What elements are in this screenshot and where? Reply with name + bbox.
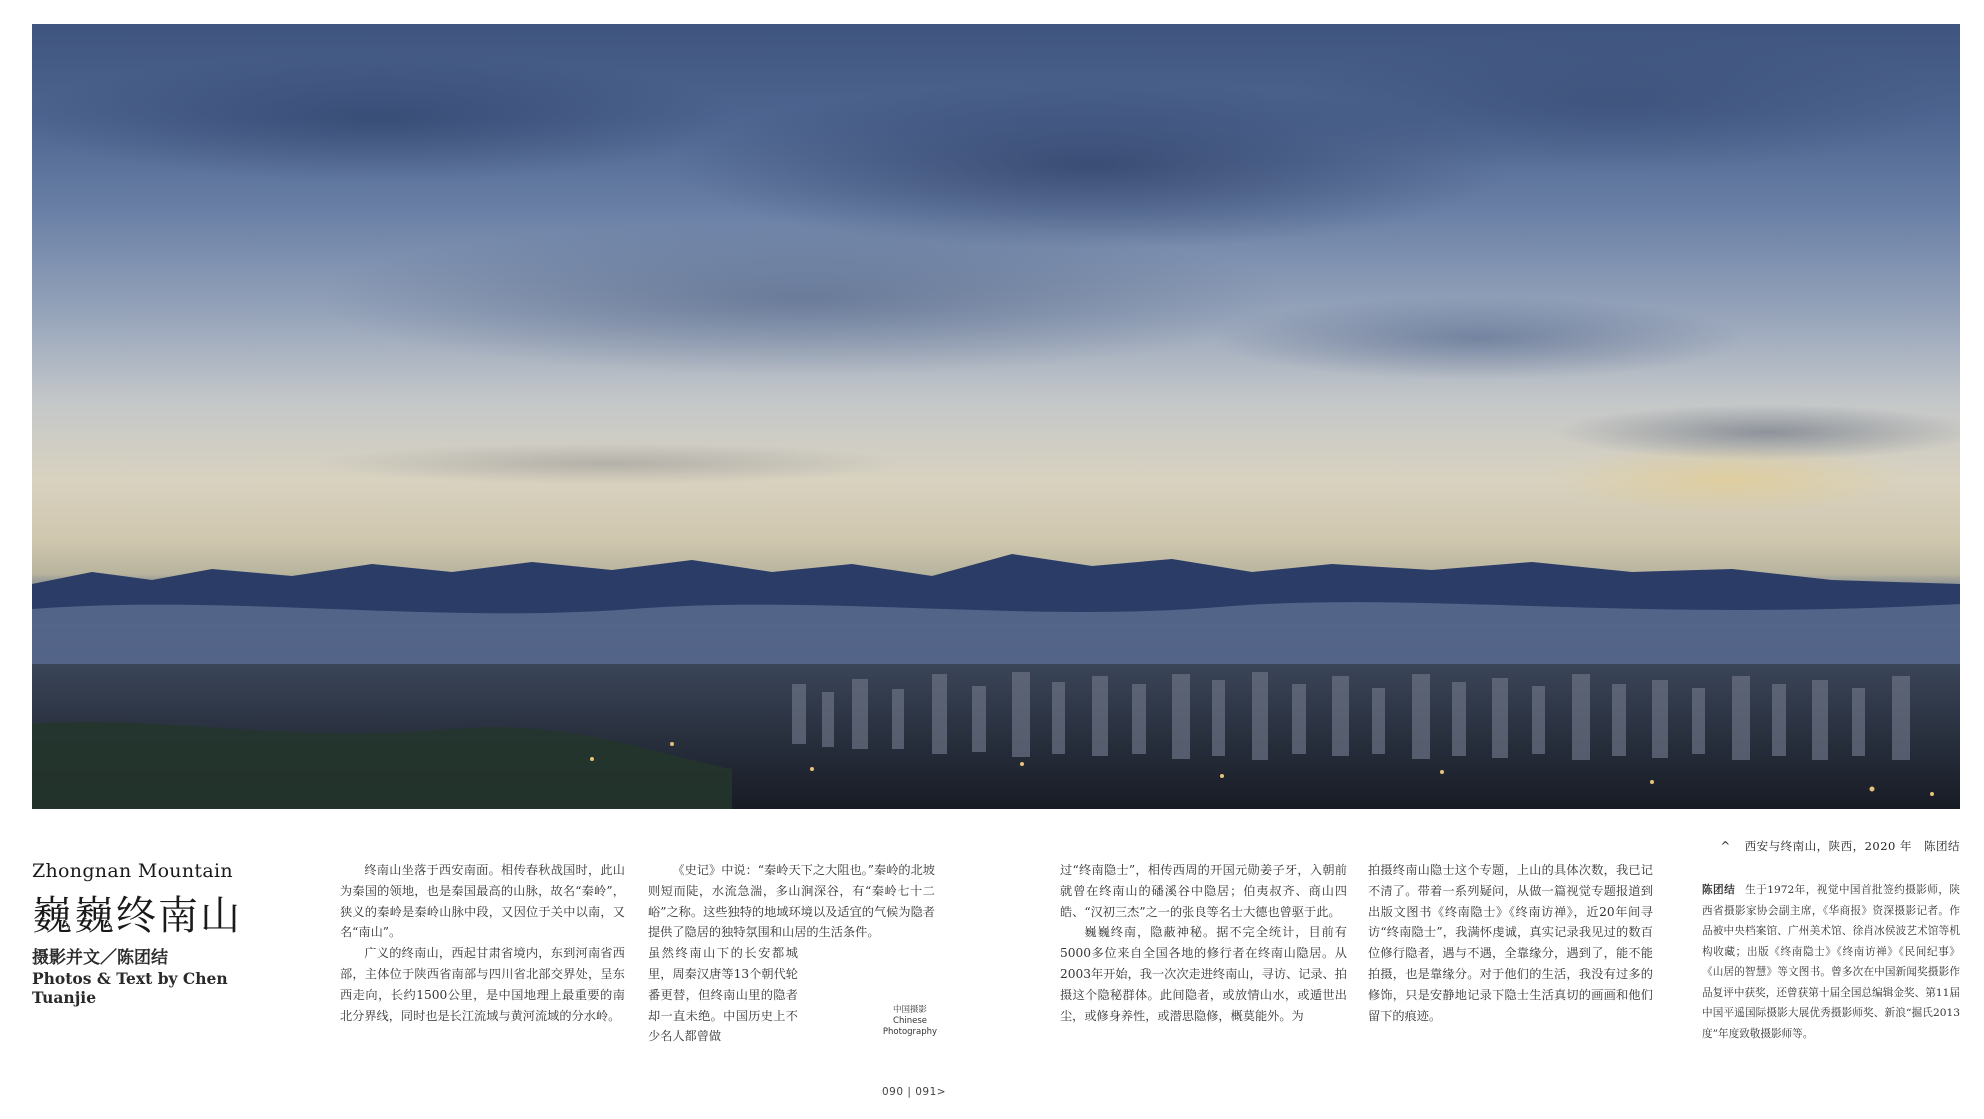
paragraph: 巍巍终南，隐蔽神秘。据不完全统计，目前有5000多位来自全国各地的修行者在终南山隐居。从2003年开始，我一次次走进终南山，寻访、记录、拍摄这个隐秘群体。此间隐者，或放情山水，或遁世出尘，或修身养性，或潜思隐修，概莫能外。为 — [1060, 925, 1347, 1023]
chinese-title: 巍巍终南山 — [32, 893, 242, 939]
english-credit: Photos & Text by Chen Tuanjie — [32, 969, 228, 1007]
caption-text: 西安与终南山，陕西，2020 年 陈团结 — [1744, 839, 1960, 853]
paragraph: 《史记》中说：“秦岭天下之大阻也。”秦岭的北坡则短而陡，水流急湍，多山涧深谷，有“秦岭七十二峪”之称。这些独特的地域环境以及适宜的气候为隐者提供了隐居的独特氛围和山居的生活条件。 — [648, 863, 935, 940]
paragraph: 终南山坐落于西安南面。相传春秋战国时，此山为秦国的领地，也是秦国最高的山脉，故名“秦岭”，狭义的秦岭是秦岭山脉中段，又因位于关中以南，又名“南山”。 — [340, 863, 625, 940]
page-numbers: 090 | 091> — [882, 1086, 947, 1098]
logo-zh: 中国摄影 — [892, 1005, 927, 1015]
paragraph: 过“终南隐士”，相传西周的开国元勋姜子牙，入朝前就曾在终南山的磻溪谷中隐居；伯夷叔齐、商山四皓、“汉初三杰”之一的张良等名士大德也曾驱于此。 — [1060, 863, 1347, 919]
text-column-3 — [1060, 860, 1347, 1026]
photo-caption — [1720, 838, 1960, 854]
author-bio-text: 生于1972年，视觉中国首批签约摄影师，陕西省摄影家协会副主席，《华商报》资深摄影记者。作品被中央档案馆、广州美术馆、徐肖冰侯波艺术馆等机构收藏；出版《终南隐士》《终南访禅》《民间纪事》《山居的智慧》等文图书。曾多次在中国新闻奖摄影作品复评中获奖，还曾获第十届全国总编辑金奖、第11届中国平遥国际摄影大展优秀摄影师奖、新浪“掘氏2013度”年度致敬摄影师等。 — [1702, 884, 1960, 1040]
logo-en-2: Photography — [882, 1027, 938, 1037]
title-block — [32, 860, 292, 1007]
magazine-logo — [880, 1005, 940, 1038]
author-bio — [1702, 880, 1960, 1044]
text-column-4 — [1368, 860, 1653, 1026]
paragraph: 拍摄终南山隐士这个专题，上山的具体次数，我已记不清了。带着一系列疑问，从做一篇视觉专题报道到出版文图书《终南隐士》《终南访禅》，近20年间寻访“终南隐士”，我满怀虔诚，真实记录我见过的数百位修行隐者，遇与不遇，全靠缘分，遇到了，能不能拍摄，也是靠缘分。对于他们的生活，我没有过多的修饰，只是安静地记录下隐士生活真切的画画和他们留下的痕迹。 — [1368, 863, 1653, 1023]
author-name: 陈团结 — [1702, 884, 1736, 896]
text-column-1 — [340, 860, 625, 1026]
logo-en-1: Chinese — [893, 1016, 927, 1026]
caption-arrow-icon: ^ — [1720, 839, 1731, 853]
paragraph-narrow: 虽然终南山下的长安都城里，周秦汉唐等13个朝代轮番更替，但终南山里的隐者却一直未绝。中国历史上不少名人都曾做 — [648, 946, 798, 1044]
landscape-illustration — [32, 24, 1960, 809]
paragraph: 广义的终南山，西起甘肃省境内，东到河南省西部，主体位于陕西省南部与四川省北部交界处，呈东西走向，长约1500公里，是中国地理上最重要的南北分界线，同时也是长江流域与黄河流域的分水岭。 — [340, 946, 625, 1023]
chinese-credit: 摄影并文／陈团结 — [32, 948, 168, 968]
english-title: Zhongnan Mountain — [32, 860, 233, 882]
low-cloud-band — [32, 602, 1960, 664]
hero-photo — [32, 24, 1960, 809]
